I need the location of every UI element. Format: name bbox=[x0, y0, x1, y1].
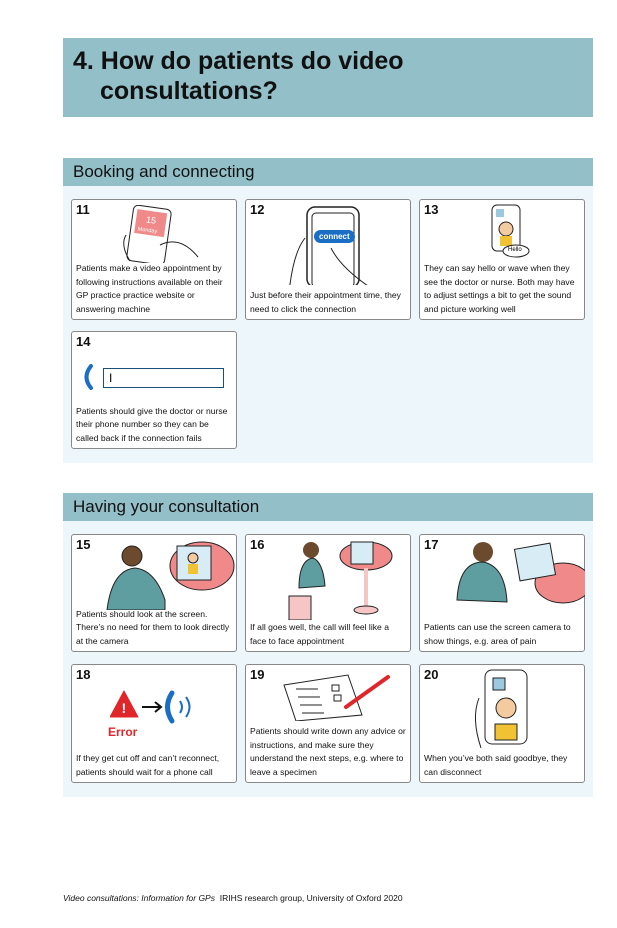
card-text: Patients can use the screen camera to show things, e.g. area of pain bbox=[424, 622, 571, 646]
footer bbox=[63, 893, 403, 903]
phone-number-field-illustration: I bbox=[103, 368, 224, 388]
card-14 bbox=[71, 331, 237, 449]
card-number: 19 bbox=[250, 667, 265, 682]
card-text: Patients should give the doctor or nurse their phone number so they can be called back if the connection fails bbox=[76, 405, 228, 443]
card-number: 17 bbox=[424, 537, 439, 552]
page-title bbox=[73, 46, 404, 106]
card-19 bbox=[245, 664, 411, 783]
card-text: Patients should look at the screen. There’s no need for them to look directly at the camera bbox=[76, 608, 230, 646]
card-number: 13 bbox=[424, 202, 439, 217]
svg-text:!: ! bbox=[121, 700, 127, 716]
card-12 bbox=[245, 199, 411, 320]
section-heading-consultation: Having your consultation bbox=[63, 493, 593, 521]
card-number: 11 bbox=[76, 202, 90, 217]
phone-hand-illustration bbox=[281, 203, 381, 285]
seated-patient-illustration bbox=[281, 538, 406, 620]
footer-title: Video consultations: Information for GPs bbox=[63, 893, 215, 903]
connect-button-illustration: connect bbox=[314, 230, 355, 243]
calendar-label: Monday bbox=[137, 226, 158, 236]
calendar-day: 15 bbox=[145, 214, 157, 226]
calendar-phone-illustration bbox=[112, 205, 202, 263]
error-label: Error bbox=[108, 725, 138, 739]
card-number: 15 bbox=[76, 537, 91, 552]
patient-screen-illustration bbox=[97, 538, 235, 610]
error-to-call-illustration bbox=[110, 689, 210, 725]
card-text: Just before their appointment time, they need to click the connection bbox=[250, 290, 401, 314]
card-number: 12 bbox=[250, 202, 265, 217]
title-line-1: 4. How do patients do video bbox=[73, 47, 404, 75]
card-16 bbox=[245, 534, 411, 652]
hello-bubble: Hello bbox=[508, 247, 522, 253]
card-text: Patients should write down any advice or instructions, and make sure they understand the next steps, e.g. where to leave a specimen bbox=[250, 726, 406, 777]
card-text: Patients make a video appointment by following instructions available on their GP practice practice website or answering machine bbox=[76, 263, 223, 314]
card-15 bbox=[71, 534, 237, 652]
card-text: They can say hello or wave when they see the doctor or nurse. Both may have to adjust settings a bit to get the sound and picture working well bbox=[424, 263, 575, 314]
section-heading-booking: Booking and connecting bbox=[63, 158, 593, 186]
card-13 bbox=[419, 199, 585, 320]
card-text: If they get cut off and can’t reconnect, patients should wait for a phone call bbox=[76, 753, 220, 777]
title-line-2: consultations? bbox=[100, 77, 278, 105]
card-17 bbox=[419, 534, 585, 652]
card-11 bbox=[71, 199, 237, 320]
card-number: 20 bbox=[424, 667, 439, 682]
phone-goodbye-illustration bbox=[465, 668, 540, 752]
title-bar bbox=[63, 38, 593, 117]
card-number: 14 bbox=[76, 334, 91, 349]
footer-credit: IRIHS research group, University of Oxford 2020 bbox=[219, 893, 403, 903]
card-number: 16 bbox=[250, 537, 265, 552]
card-18 bbox=[71, 664, 237, 783]
phone-icon bbox=[80, 364, 96, 390]
card-20 bbox=[419, 664, 585, 783]
card-text: When you’ve both said goodbye, they can disconnect bbox=[424, 753, 568, 777]
card-text: If all goes well, the call will feel like a face to face appointment bbox=[250, 622, 389, 646]
checklist-pen-illustration bbox=[276, 671, 401, 721]
card-number: 18 bbox=[76, 667, 91, 682]
show-pain-illustration bbox=[445, 538, 585, 620]
